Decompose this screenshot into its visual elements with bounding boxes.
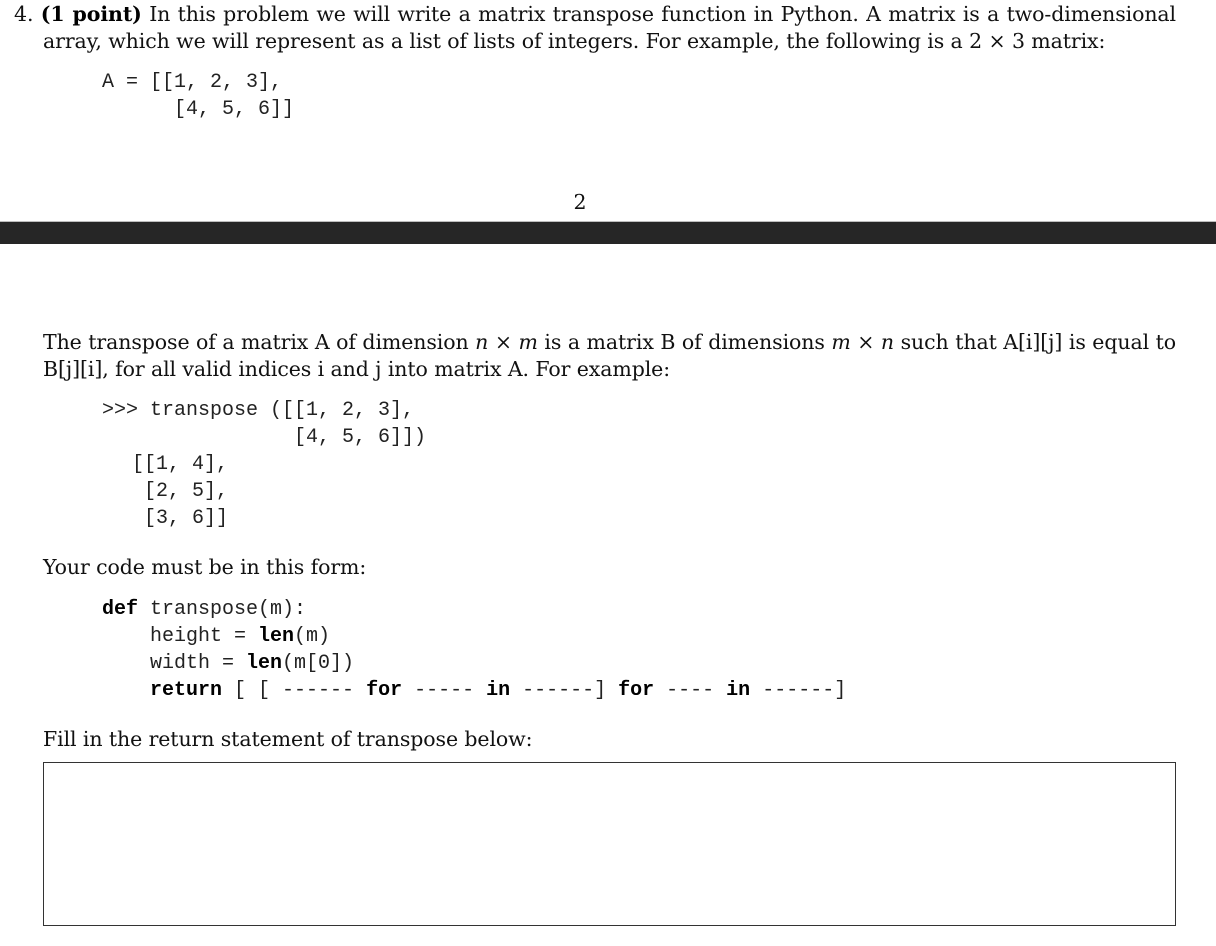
keyword-in: in: [726, 679, 751, 702]
fill-in-label: Fill in the return statement of transpose below:: [43, 727, 533, 751]
definition-text: is a matrix B of dimensions: [537, 330, 832, 354]
question-intro-line1: [14, 1, 1176, 28]
code-block: [102, 596, 846, 704]
example-result-line: [3, 6]]: [132, 507, 229, 530]
intro-text: array, which we will represent as a list of lists of integers. For example, the following is a: [43, 29, 970, 53]
example-result-line: [2, 5],: [132, 480, 229, 503]
code-line-height: [102, 625, 330, 648]
code-blank: [ [ ------: [222, 679, 367, 702]
code-indent: [102, 679, 150, 702]
keyword-len: len: [258, 625, 295, 648]
question-number: 4.: [14, 2, 34, 26]
example-call: [102, 397, 426, 451]
keyword-for: for: [618, 679, 655, 702]
matrix-example: [102, 69, 294, 123]
intro-dimension: 2 × 3: [969, 29, 1025, 53]
definition-text: such that A[i][j] is equal to: [894, 330, 1176, 354]
code-text: height =: [102, 625, 259, 648]
keyword-return: return: [150, 679, 223, 702]
code-line-width: [102, 652, 354, 675]
code-blank: ----: [654, 679, 727, 702]
page-divider: [0, 222, 1216, 244]
code-form-label: Your code must be in this form:: [43, 555, 367, 579]
example-call-line: [4, 5, 6]]): [102, 426, 427, 449]
dimension-n-m: n × m: [475, 330, 538, 354]
keyword-len: len: [246, 652, 283, 675]
code-text: (m[0]): [282, 652, 355, 675]
keyword-for: for: [366, 679, 403, 702]
question-points: (1 point): [40, 2, 142, 26]
dimension-m-n: m × n: [831, 330, 895, 354]
question-intro: [14, 1, 1176, 55]
matrix-line: [4, 5, 6]]: [102, 98, 295, 121]
code-blank: ------]: [750, 679, 847, 702]
example-result-line: [[1, 4],: [132, 453, 229, 476]
question-intro-text: In this problem we will write a matrix transpose function in Python. A matrix is a two-dimensional: [149, 2, 1176, 26]
code-blank: -----: [402, 679, 487, 702]
keyword-in: in: [486, 679, 511, 702]
code-text: width =: [102, 652, 247, 675]
intro-text-end: matrix:: [1024, 29, 1106, 53]
keyword-def: def: [102, 598, 139, 621]
definition-line2: B[j][i], for all valid indices i and j into matrix A. For example:: [43, 357, 671, 381]
question-intro-line2: [14, 28, 1176, 55]
code-text: transpose(m):: [138, 598, 307, 621]
code-blank: ------]: [510, 679, 619, 702]
code-line-def: [102, 598, 306, 621]
transpose-definition: [43, 329, 1176, 383]
code-text: (m): [294, 625, 331, 648]
definition-text: The transpose of a matrix A of dimension: [43, 330, 476, 354]
matrix-line: A = [[1, 2, 3],: [102, 71, 283, 94]
example-result: [132, 451, 228, 532]
answer-box[interactable]: [43, 762, 1176, 926]
example-call-line: >>> transpose ([[1, 2, 3],: [102, 399, 415, 422]
definition-line1: [43, 329, 1176, 356]
page-number: 2: [573, 190, 587, 214]
code-line-return: [102, 679, 846, 702]
